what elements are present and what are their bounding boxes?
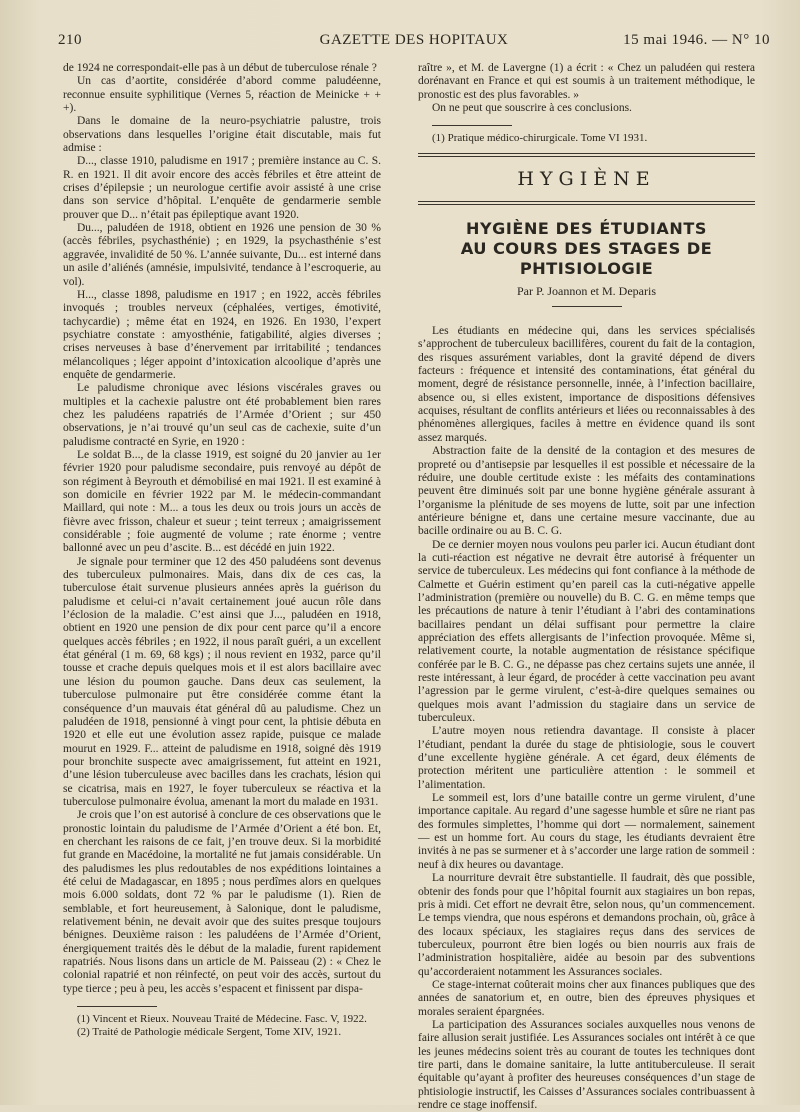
paragraph: Ce stage-internat coûterait moins cher aux finances publiques que des années de sanatorium et, en outre, bien des épreuves physiques et morales seraient épargnées.	[418, 978, 755, 1018]
paragraph: L’autre moyen nous retiendra davantage. Il consiste à placer l’étudiant, pendant la durée du stage de phtisiologie, sous le couvert d’une excellente hygiène générale. A cet égard, deux éléments de protection méritent une particulière attention : le sommeil et l’alimentation.	[418, 725, 755, 791]
footnote-rule	[77, 1006, 157, 1007]
running-header	[58, 32, 770, 56]
paragraph: La participation des Assurances sociales auxquelles nous venons de faire allusion serait justifiée. Les Assurances sociales ont intérêt à ce que les jeunes médecins soient très au courant de toutes les techniques dont tire parti, dans le domaine sanitaire, la lutte antituberculeuse. Il serait équitable qu’ayant à profiter des heureuses conséquences d’un stage de phtisiologie instructif, les Caisses d’Assurances sociales contribuassent à rendre ce stage inoffensif.	[418, 1018, 755, 1111]
paragraph: de 1924 ne correspondait-elle pas à un début de tuberculose rénale ?	[63, 62, 377, 74]
paragraph: Le soldat B..., de la classe 1919, est soigné du 20 janvier au 1er février 1920 pour paludisme secondaire, puis renvoyé au dépôt de son régiment à Beyrouth et démobilisé en mai 1921. Il est examiné à son domicile en février 1922 par M. le médecin-commandant Maillard, qui note : M... a tous les deux ou trois jours un accès de fièvre avec frisson, chaleur et sueur ; teint terreux ; amaigrissement considérable ; foie augmenté de volume ; rate énorme ; ventre ballonné avec un peu d’ascite. B... est décédé en juin 1922.	[63, 448, 381, 555]
footnote: (2) Traité de Pathologie médicale Sergent, Tome XIV, 1921.	[77, 1026, 342, 1039]
section-rule	[418, 201, 755, 205]
article-title	[418, 219, 755, 279]
paragraph: Je crois que l’on est autorisé à conclure de ces observations que le pronostic lointain du paludisme de l’Armée d’Orient a été bon. Et, en cherchant les raisons de ce fait, j’en trouve deux. Si la morbidité fut grande en Macédoine, la mortalité ne fut jamais considérable. Un des paludismes les plus redoutables de nos expéditions lointaines a été celui de Madagascar, en 1895 ; nous perdîmes alors en quelques mois 6.000 soldats, dont 72 % par le paludisme (1). Rien de semblable, et fort heureusement, à Salonique, dont le paludisme, relativement bénin, ne devait avoir que des suites presque toujours bénignes. Deuxième raison : les paludéens de l’Armée d’Orient, énergiquement traités dès le début de la maladie, furent rapidement rapatriés. Nous lisons dans un article de M. Paisseau (2) : « Chez le colonial rapatrié et non réinfecté, on peut voir des accès, surtout du type tierce ; peu à peu, les accès s’espacent et finissent par dispa-	[63, 809, 382, 995]
paragraph: Je signale pour terminer que 12 des 450 paludéens sont devenus des tuberculeux pulmonaires. Mais, dans dix de ces cas, la tuberculose était survenue plusieurs années après la guérison du paludisme et celui-ci n’avait certainement joué aucun rôle dans l’éclosion de la maladie. C’est ainsi que J..., paludéen en 1918, obtient en 1920 une pension de dix pour cent parce qu’il a encore quelques accès fébriles ; en 1922, il nous paraît guéri, a un excellent état général (1 m. 69, 68 kgs) ; il nous revient en 1932, parce qu’il tousse et crache depuis quelques mois et il est alors bacillaire avec une lésion du poumon gauche. Dans deux cas seulement, la tuberculose pulmonaire put être considérée comme étant la conséquence d’un mauvais état général dû au paludisme. Chez un paludéen de 1918, pensionné à vingt pour cent, la phtisie débuta en 1920 et elle eut une évolution assez rapide, puisque ce malade mourut en 1929. F... atteint de paludisme en 1918, soigné dès 1919 pour bronchite suspecte avec amaigrissement, fut atteint en 1921, d’une lésion tuberculeuse avec bacilles dans les crachats, lésion qui se cicatrisa, mais en 1927, le foyer tuberculeux se réactiva et la tuberculose pulmonaire évolua, amenant la mort du malade en 1931.	[63, 555, 381, 808]
footnote-rule	[432, 125, 512, 126]
paragraph: Dans le domaine de la neuro-psychiatrie palustre, trois observations dans lesquelles l’origine était discutable, mais fut admise :	[63, 115, 381, 155]
paragraph: D..., classe 1910, paludisme en 1917 ; première instance au C. S. R. en 1921. Il dit avoir encore des accès fébriles et être atteint de crises d’épilepsie ; un neurologue certifie avoir assisté à une crise dans son service d’hôpital. L’enquête de gendarmerie semble prouver que D... n’était pas épileptique avant 1920.	[63, 155, 381, 221]
article-title-line: HYGIÈNE DES ÉTUDIANTS	[465, 218, 708, 238]
left-column	[63, 62, 381, 1039]
footnote: (1) Vincent et Rieux. Nouveau Traité de Médecine. Fasc. V, 1922.	[77, 1013, 367, 1026]
paragraph: La nourriture devrait être substantielle. Il faudrait, dès que possible, obtenir des fonds pour que l’hôpital fournit aux stagiaires un bon repas, pris à midi. Cet effort ne devrait être, selon nous, qu’un commencement. Le temps viendra, que nous espérons et demandons prochain, où, grâce à des locaux spéciaux, les stagiaires reçus dans des services de tuberculeux, pourront être bien logés ou bien nourris aux frais de l’administration hospitalière, aidée au besoin par des subventions qu’accorderaient notamment les Assurances sociales.	[418, 872, 755, 978]
paragraph: De ce dernier moyen nous voulons peu parler ici. Aucun étudiant dont la cuti-réaction est négative ne devrait être autorisé à fréquenter un service de tuberculeux. Les médecins qui font confiance à la méthode de Calmette et Guérin estiment qu’en pareil cas la cuti-négative appelle l’administration (première ou nouvelle) du B. C. G. en même temps que les précautions de nature à tenir l’étudiant à l’abri des contaminations bacillaires pendant un délai suffisant pour permettre la claire appréciation des effets allergisants de l’infection provoquée. Même si, relativement courte, la notable augmentation de résistance spécifique conférée par le B. C. G., ne dépasse pas chez certains sujets une année, il reste intéressant, à leur égard, de procéder à cette vaccination peu avant l’agression par le germe virulent, c’est-à-dire quelques semaines ou quelques mois avant l’admission du stagiaire dans un service de tuberculeux.	[418, 538, 755, 725]
paragraph: H..., classe 1898, paludisme en 1917 ; en 1922, accès fébriles invoqués ; troubles nerveux (céphalées, vertiges, émotivité, tachycardie) ; même état en 1924, en 1926. En 1930, l’expert psychiatre constate : amyosthénie, fatigabilité, algies diverses ; crises nerveuses à base d’énervement par irritabilité ; tendances mélancoliques ; léger appoint d’intoxication alcoolique d’après une enquête de gendarmerie.	[63, 288, 381, 381]
byline: Par P. Joannon et M. Deparis	[517, 283, 656, 298]
paragraph: Le sommeil est, lors d’une bataille contre un germe virulent, d’une importance capitale. Au regard d’une sagesse humble et sûre ne riant pas des formules simplettes, l’homme qui dort — normalement, sainement — est un homme fort. Au cours du stage, les étudiants devraient être invités à ne pas se surmener et à s’accorder une large ration de sommeil : neuf à dix heures ou davantage.	[418, 792, 755, 871]
paragraph: Les étudiants en médecine qui, dans les services spécialisés s’approchent de tuberculeux bacillifères, courent du fait de la contagion, des risques assurément variables, dont la gravité dépend de divers facteurs : fréquence et intensité des contaminations, état général du moment, degré de résistance personnelle, innée, à l’infection bacillaire, absence ou, si elles existent, importance de dispositions défensives acquises, résultant de conflits antérieurs et liées ou reconnaissables à des phénomènes allergiques, faciles à mettre en évidence quand ils sont assez marqués.	[418, 325, 755, 444]
paragraph: Le paludisme chronique avec lésions viscérales graves ou multiples et la cachexie palustre ont été probablement bien rares chez les paludéens rapatriés de l’Armée d’Orient ; sur 450 observations, je n’ai trouvé qu’un seul cas de cachexie, suite d’un paludisme contracté en Syrie, en 1920 :	[63, 382, 381, 448]
footnote: (1) Pratique médico-chirurgicale. Tome VI 1931.	[432, 132, 648, 145]
article-title-line: AU COURS DES STAGES DE PHTISIOLOGIE	[460, 238, 713, 278]
section-rule	[418, 153, 755, 157]
right-column	[418, 62, 755, 1112]
paragraph: On ne peut que souscrire à ces conclusions.	[432, 102, 632, 115]
paragraph: Abstraction faite de la densité de la contagion et des mesures de propreté ou d’antisepsie par lesquelles il est possible et nécessaire de la réduire, une double certitude existe : les méfaits des contaminations peuvent être diminués soit par une bonne hygiène générale assurant à l’organisme la plénitude de ses moyens de lutte, soit par une infection antérieure bénigne et, dans une certaine mesure vaccinante, due au bacille ordinaire ou au B. C. G.	[418, 445, 755, 538]
title-rule	[552, 306, 622, 307]
section-heading: HYGIÈNE	[517, 168, 656, 191]
paragraph: Du..., paludéen de 1918, obtient en 1926 une pension de 30 % (accès fébriles, psychasthénie) ; en 1929, la psychasthénie s’est aggravée, invalidité de 50 %. L’année suivante, Du... est interné dans un asile d’aliénés (amnésie, impulsivité, tendance à l’escroquerie, au vol).	[63, 222, 381, 288]
issue-date: 15 mai 1946. — N° 10	[623, 32, 770, 48]
journal-title: GAZETTE DES HOPITAUX	[319, 32, 509, 48]
paragraph: raître », et M. de Lavergne (1) a écrit : « Chez un paludéen qui restera dorénavant en France et qui est soumis à un traitement méthodique, le pronostic est des plus favorables. »	[418, 62, 755, 101]
page-number: 210	[58, 32, 82, 48]
paragraph: Un cas d’aortite, considérée d’abord comme paludéenne, reconnue ensuite syphilitique (Vernes 5, réaction de Meinicke + + +).	[63, 75, 381, 115]
